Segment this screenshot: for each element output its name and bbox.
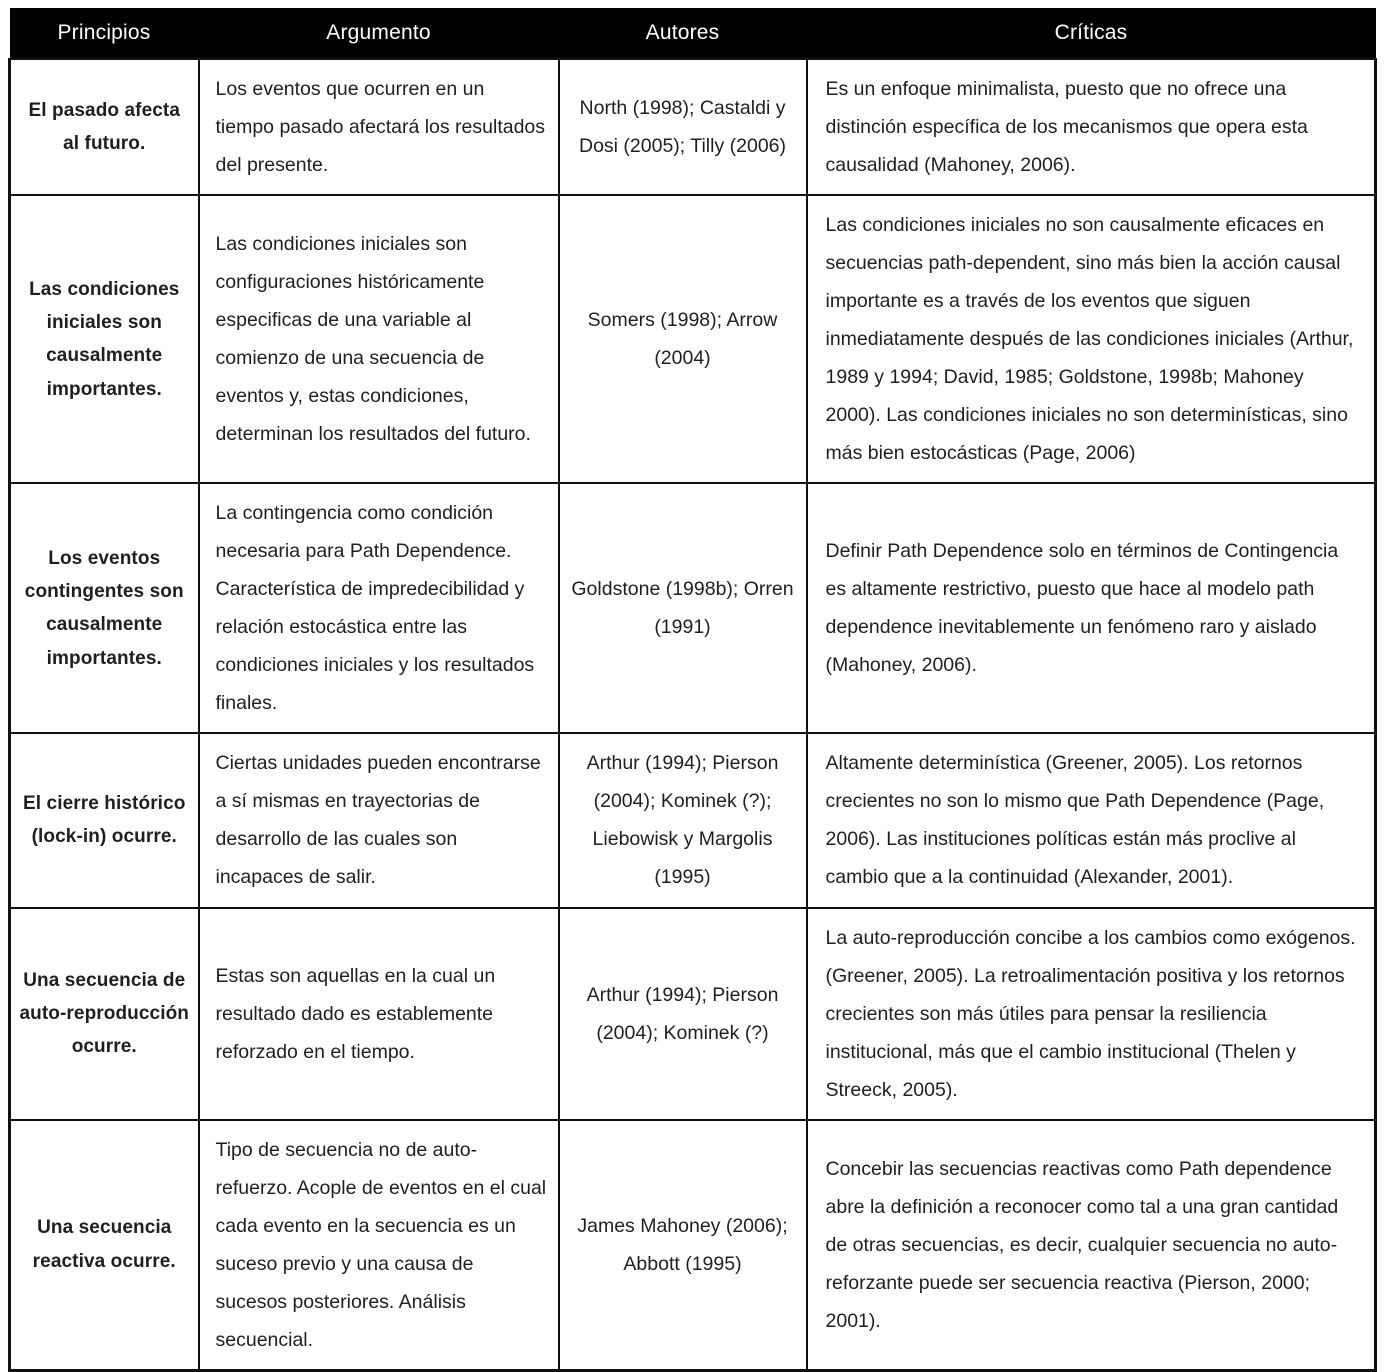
column-header-argumento: Argumento — [199, 8, 559, 59]
cell-criticas: Las condiciones iniciales no son causalmente eficaces en secuencias path-dependent, sino más bien la acción causal importante es a través de los eventos que siguen inmediatamente después de las condiciones iniciales (Arthur, 1989 y 1994; David, 1985; Goldstone, 1998b; Mahoney 2000). Las condiciones iniciales no son determinísticas, sino más bien estocásticas (Page, 2006) — [807, 195, 1376, 483]
cell-argumento: Las condiciones iniciales son configuraciones históricamente especificas de una variable al comienzo de una secuencia de eventos y, estas condiciones, determinan los resultados del futuro. — [199, 195, 559, 483]
cell-principio: El pasado afecta al futuro. — [10, 59, 199, 195]
cell-autores: Arthur (1994); Pierson (2004); Kominek (?); Liebowisk y Margolis (1995) — [559, 733, 807, 907]
table-header — [10, 8, 1376, 59]
principles-table-container — [8, 8, 1374, 1372]
table-body — [10, 59, 1376, 1370]
column-header-criticas: Críticas — [807, 8, 1376, 59]
table-header-row — [10, 8, 1376, 59]
cell-argumento: Tipo de secuencia no de auto-refuerzo. Acople de eventos en el cual cada evento en la secuencia es un suceso previo y una causa de sucesos posteriores. Análisis secuencial. — [199, 1120, 559, 1371]
table-row — [10, 1120, 1376, 1371]
cell-autores: North (1998); Castaldi y Dosi (2005); Tilly (2006) — [559, 59, 807, 195]
table-row — [10, 733, 1376, 907]
cell-criticas: Definir Path Dependence solo en términos de Contingencia es altamente restrictivo, puesto que hace al modelo path dependence inevitablemente un fenómeno raro y aislado (Mahoney, 2006). — [807, 483, 1376, 733]
cell-principio: Los eventos contingentes son causalmente importantes. — [10, 483, 199, 733]
cell-autores: Arthur (1994); Pierson (2004); Kominek (?) — [559, 908, 807, 1120]
principles-table — [8, 8, 1377, 1372]
table-row — [10, 195, 1376, 483]
cell-criticas: Concebir las secuencias reactivas como Path dependence abre la definición a reconocer como tal a una gran cantidad de otras secuencias, es decir, cualquier secuencia no auto-reforzante puede ser secuencia reactiva (Pierson, 2000; 2001). — [807, 1120, 1376, 1371]
cell-principio: Una secuencia de auto-reproducción ocurre. — [10, 908, 199, 1120]
cell-criticas: Altamente determinística (Greener, 2005). Los retornos crecientes no son lo mismo que Path Dependence (Page, 2006). Las instituciones políticas están más proclive al cambio que a la continuidad (Alexander, 2001). — [807, 733, 1376, 907]
cell-argumento: Los eventos que ocurren en un tiempo pasado afectará los resultados del presente. — [199, 59, 559, 195]
cell-autores: James Mahoney (2006); Abbott (1995) — [559, 1120, 807, 1371]
table-row — [10, 59, 1376, 195]
cell-principio: Una secuencia reactiva ocurre. — [10, 1120, 199, 1371]
cell-argumento: Estas son aquellas en la cual un resultado dado es establemente reforzado en el tiempo. — [199, 908, 559, 1120]
cell-criticas: La auto-reproducción concibe a los cambios como exógenos. (Greener, 2005). La retroalimentación positiva y los retornos crecientes son más útiles para pensar la resiliencia institucional, más que el cambio institucional (Thelen y Streeck, 2005). — [807, 908, 1376, 1120]
cell-autores: Goldstone (1998b); Orren (1991) — [559, 483, 807, 733]
column-header-autores: Autores — [559, 8, 807, 59]
column-header-principios: Principios — [10, 8, 199, 59]
cell-principio: El cierre histórico (lock-in) ocurre. — [10, 733, 199, 907]
table-row — [10, 483, 1376, 733]
table-row — [10, 908, 1376, 1120]
cell-argumento: Ciertas unidades pueden encontrarse a sí mismas en trayectorias de desarrollo de las cuales son incapaces de salir. — [199, 733, 559, 907]
cell-argumento: La contingencia como condición necesaria para Path Dependence. Característica de impredecibilidad y relación estocástica entre las condiciones iniciales y los resultados finales. — [199, 483, 559, 733]
cell-autores: Somers (1998); Arrow (2004) — [559, 195, 807, 483]
cell-criticas: Es un enfoque minimalista, puesto que no ofrece una distinción específica de los mecanismos que opera esta causalidad (Mahoney, 2006). — [807, 59, 1376, 195]
cell-principio: Las condiciones iniciales son causalmente importantes. — [10, 195, 199, 483]
